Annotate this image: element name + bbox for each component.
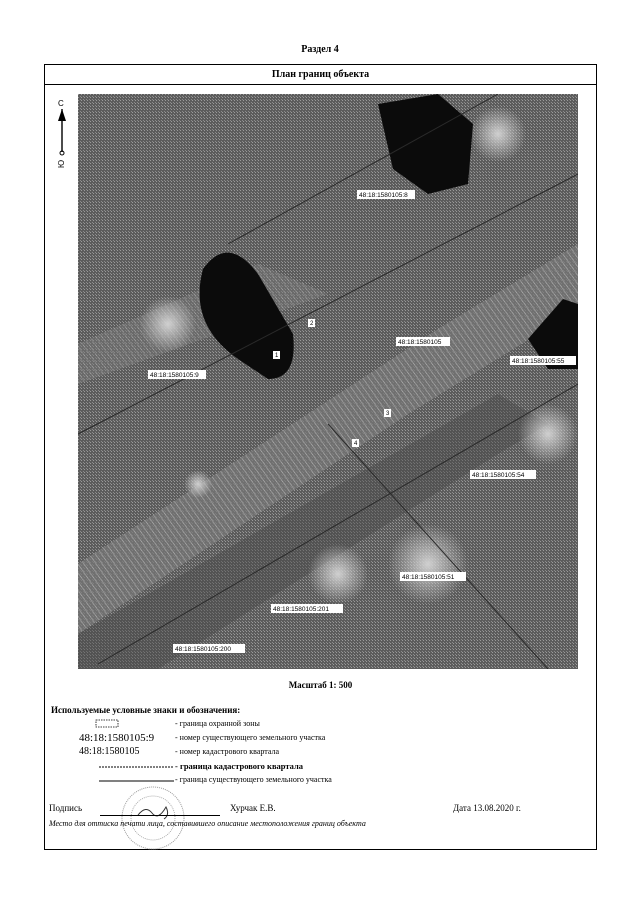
legend-desc: - граница существующего земельного участка bbox=[175, 775, 332, 784]
map-label bbox=[510, 356, 576, 365]
legend-desc: - граница кадастрового квартала bbox=[175, 761, 304, 771]
protection-zone-symbol bbox=[79, 717, 179, 731]
quarter-boundary-symbol bbox=[79, 759, 179, 773]
compass-north-label: С bbox=[58, 99, 64, 108]
signature-label: Подпись bbox=[49, 803, 83, 813]
signer-name: Хурчак Е.В. bbox=[230, 803, 276, 813]
point-number bbox=[308, 319, 315, 327]
map-label bbox=[271, 604, 343, 613]
aerial-map bbox=[78, 94, 578, 669]
object-boundary-plan-frame bbox=[44, 64, 597, 850]
legend-item-protection-zone bbox=[45, 717, 585, 731]
signature-row bbox=[45, 803, 596, 819]
svg-text:48:18:1580105:9: 48:18:1580105:9 bbox=[150, 372, 199, 379]
svg-text:4: 4 bbox=[354, 441, 358, 447]
map-label bbox=[173, 644, 245, 653]
svg-text:48:18:1580105:201: 48:18:1580105:201 bbox=[273, 606, 330, 613]
svg-text:48:18:1580105:54: 48:18:1580105:54 bbox=[472, 472, 525, 479]
frame-title: План границ объекта bbox=[45, 65, 596, 85]
legend-item-quarter-boundary bbox=[45, 759, 585, 773]
signature-line bbox=[100, 815, 220, 816]
point-number bbox=[273, 351, 280, 359]
map-label bbox=[400, 572, 466, 581]
svg-text:48:18:1580105:200: 48:18:1580105:200 bbox=[175, 646, 232, 653]
svg-text:2: 2 bbox=[310, 321, 314, 327]
point-number bbox=[384, 409, 391, 417]
land-plot-number-symbol: 48:18:1580105:9 bbox=[79, 732, 155, 744]
svg-text:48:18:1580105:55: 48:18:1580105:55 bbox=[512, 358, 565, 365]
legend-desc: - номер существующего земельного участка bbox=[175, 733, 326, 742]
stamp-note: Место для оттиска печати лица, составившего описание местоположения границ объекта bbox=[49, 819, 366, 828]
legend-item-quarter-number bbox=[45, 745, 585, 759]
svg-text:1: 1 bbox=[275, 353, 279, 359]
section-title: Раздел 4 bbox=[301, 44, 339, 55]
compass bbox=[55, 97, 69, 177]
map-label bbox=[148, 370, 206, 379]
point-number bbox=[352, 439, 359, 447]
svg-text:48:18:1580105:8: 48:18:1580105:8 bbox=[359, 192, 408, 199]
map-label bbox=[357, 190, 415, 199]
legend-desc: - номер кадастрового квартала bbox=[175, 747, 280, 756]
map-label bbox=[470, 470, 536, 479]
quarter-number-symbol: 48:18:1580105 bbox=[79, 746, 140, 757]
legend-desc: - граница охранной зоны bbox=[175, 719, 260, 728]
svg-text:48:18:1580105:51: 48:18:1580105:51 bbox=[402, 574, 455, 581]
map-scale: Масштаб 1: 500 bbox=[288, 680, 353, 690]
legend-title: Используемые условные знаки и обозначения: bbox=[51, 705, 241, 715]
map-label bbox=[396, 337, 450, 346]
legend-item-land-plot-number bbox=[45, 731, 585, 745]
compass-south-label: Ю bbox=[57, 159, 66, 168]
svg-text:3: 3 bbox=[386, 411, 390, 417]
signature-date: Дата 13.08.2020 г. bbox=[453, 803, 521, 813]
svg-text:48:18:1580105: 48:18:1580105 bbox=[398, 339, 442, 346]
